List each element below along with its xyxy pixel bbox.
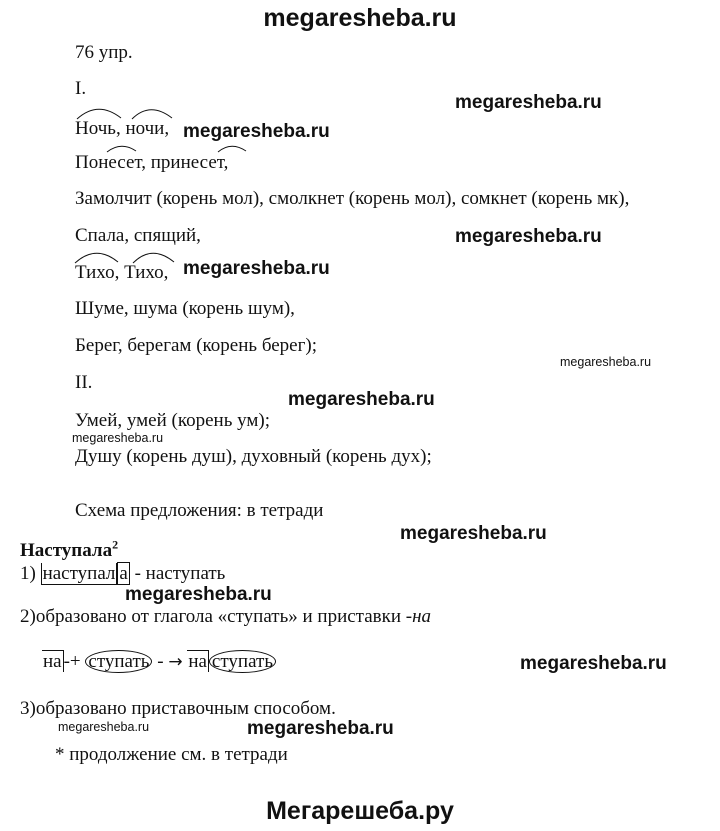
- watermark: megaresheba.ru: [183, 121, 330, 142]
- site-footer-watermark: Мегарешеба.ру: [266, 797, 454, 825]
- watermark: megaresheba.ru: [288, 389, 435, 410]
- site-header-watermark: megaresheba.ru: [263, 4, 457, 32]
- analysis-step-1: [20, 563, 225, 585]
- watermark: megaresheba.ru: [455, 226, 602, 247]
- watermark-small: megaresheba.ru: [560, 355, 652, 369]
- arrow-icon: →: [168, 652, 183, 672]
- analysis-step-3: 3)образовано приставочным способом.: [20, 698, 336, 719]
- step1-ending: а: [119, 563, 128, 584]
- part1-line-3: Замолчит (корень мол), смолкнет (корень мол), сомкнет (корень мк),: [75, 188, 630, 209]
- part1-line-7: Берег, берегам (корень берег);: [75, 335, 317, 356]
- watermark: megaresheba.ru: [183, 258, 330, 279]
- part2-label: II.: [75, 372, 93, 393]
- step1-rest: - наступать: [134, 563, 226, 584]
- analysis-formula: [42, 651, 276, 673]
- watermark: megaresheba.ru: [455, 92, 602, 113]
- watermark-small: megaresheba.ru: [72, 431, 164, 445]
- formula-plus: -+: [63, 651, 81, 672]
- analysis-word-text: Наступала: [20, 540, 113, 561]
- root-arc-tih-1: [75, 253, 118, 263]
- analysis-word-superscript: 2: [112, 537, 119, 552]
- step1-stem: наступал: [42, 563, 116, 584]
- root-arc-nes-2: [218, 146, 246, 152]
- analysis-word: [20, 537, 119, 562]
- formula-prefix: на: [43, 651, 62, 672]
- formula-dash: -: [157, 651, 164, 672]
- step2-prefix: на: [412, 606, 432, 627]
- watermark: megaresheba.ru: [520, 653, 667, 674]
- formula-result-prefix: на: [188, 651, 207, 672]
- root-arc-noch-2: [132, 110, 172, 119]
- exercise-number: 76 упр.: [75, 42, 133, 63]
- continue-note: * продолжение см. в тетради: [55, 744, 288, 765]
- part2-line-1: Умей, умей (корень ум);: [75, 410, 271, 431]
- part1-line-1: Ночь, ночи,: [75, 118, 170, 139]
- part1-line-2: Понесет, принесет,: [75, 152, 229, 173]
- watermark: megaresheba.ru: [400, 523, 547, 544]
- analysis-step-2: [20, 606, 431, 628]
- root-arc-noch-1: [77, 109, 121, 119]
- root-arc-tih-2: [133, 253, 174, 263]
- part1-line-4: Спала, спящий,: [75, 225, 201, 246]
- part1-label: I.: [75, 78, 87, 99]
- part2-line-2: Душу (корень душ), духовный (корень дух);: [75, 446, 432, 467]
- watermark: megaresheba.ru: [125, 584, 272, 605]
- formula-verb: ступать: [85, 650, 152, 673]
- step2-text: 2)образовано от глагола «ступать» и приставки -: [20, 606, 413, 627]
- part1-line-5: Тихо, Тихо,: [75, 262, 169, 283]
- scheme-line: Схема предложения: в тетради: [75, 500, 324, 521]
- formula-result-root: ступать: [209, 650, 276, 673]
- step1-number: 1): [20, 563, 36, 584]
- part1-line-6: Шуме, шума (корень шум),: [75, 298, 295, 319]
- root-arc-nes-1: [107, 146, 136, 152]
- watermark: megaresheba.ru: [247, 718, 394, 739]
- watermark-small: megaresheba.ru: [58, 720, 150, 734]
